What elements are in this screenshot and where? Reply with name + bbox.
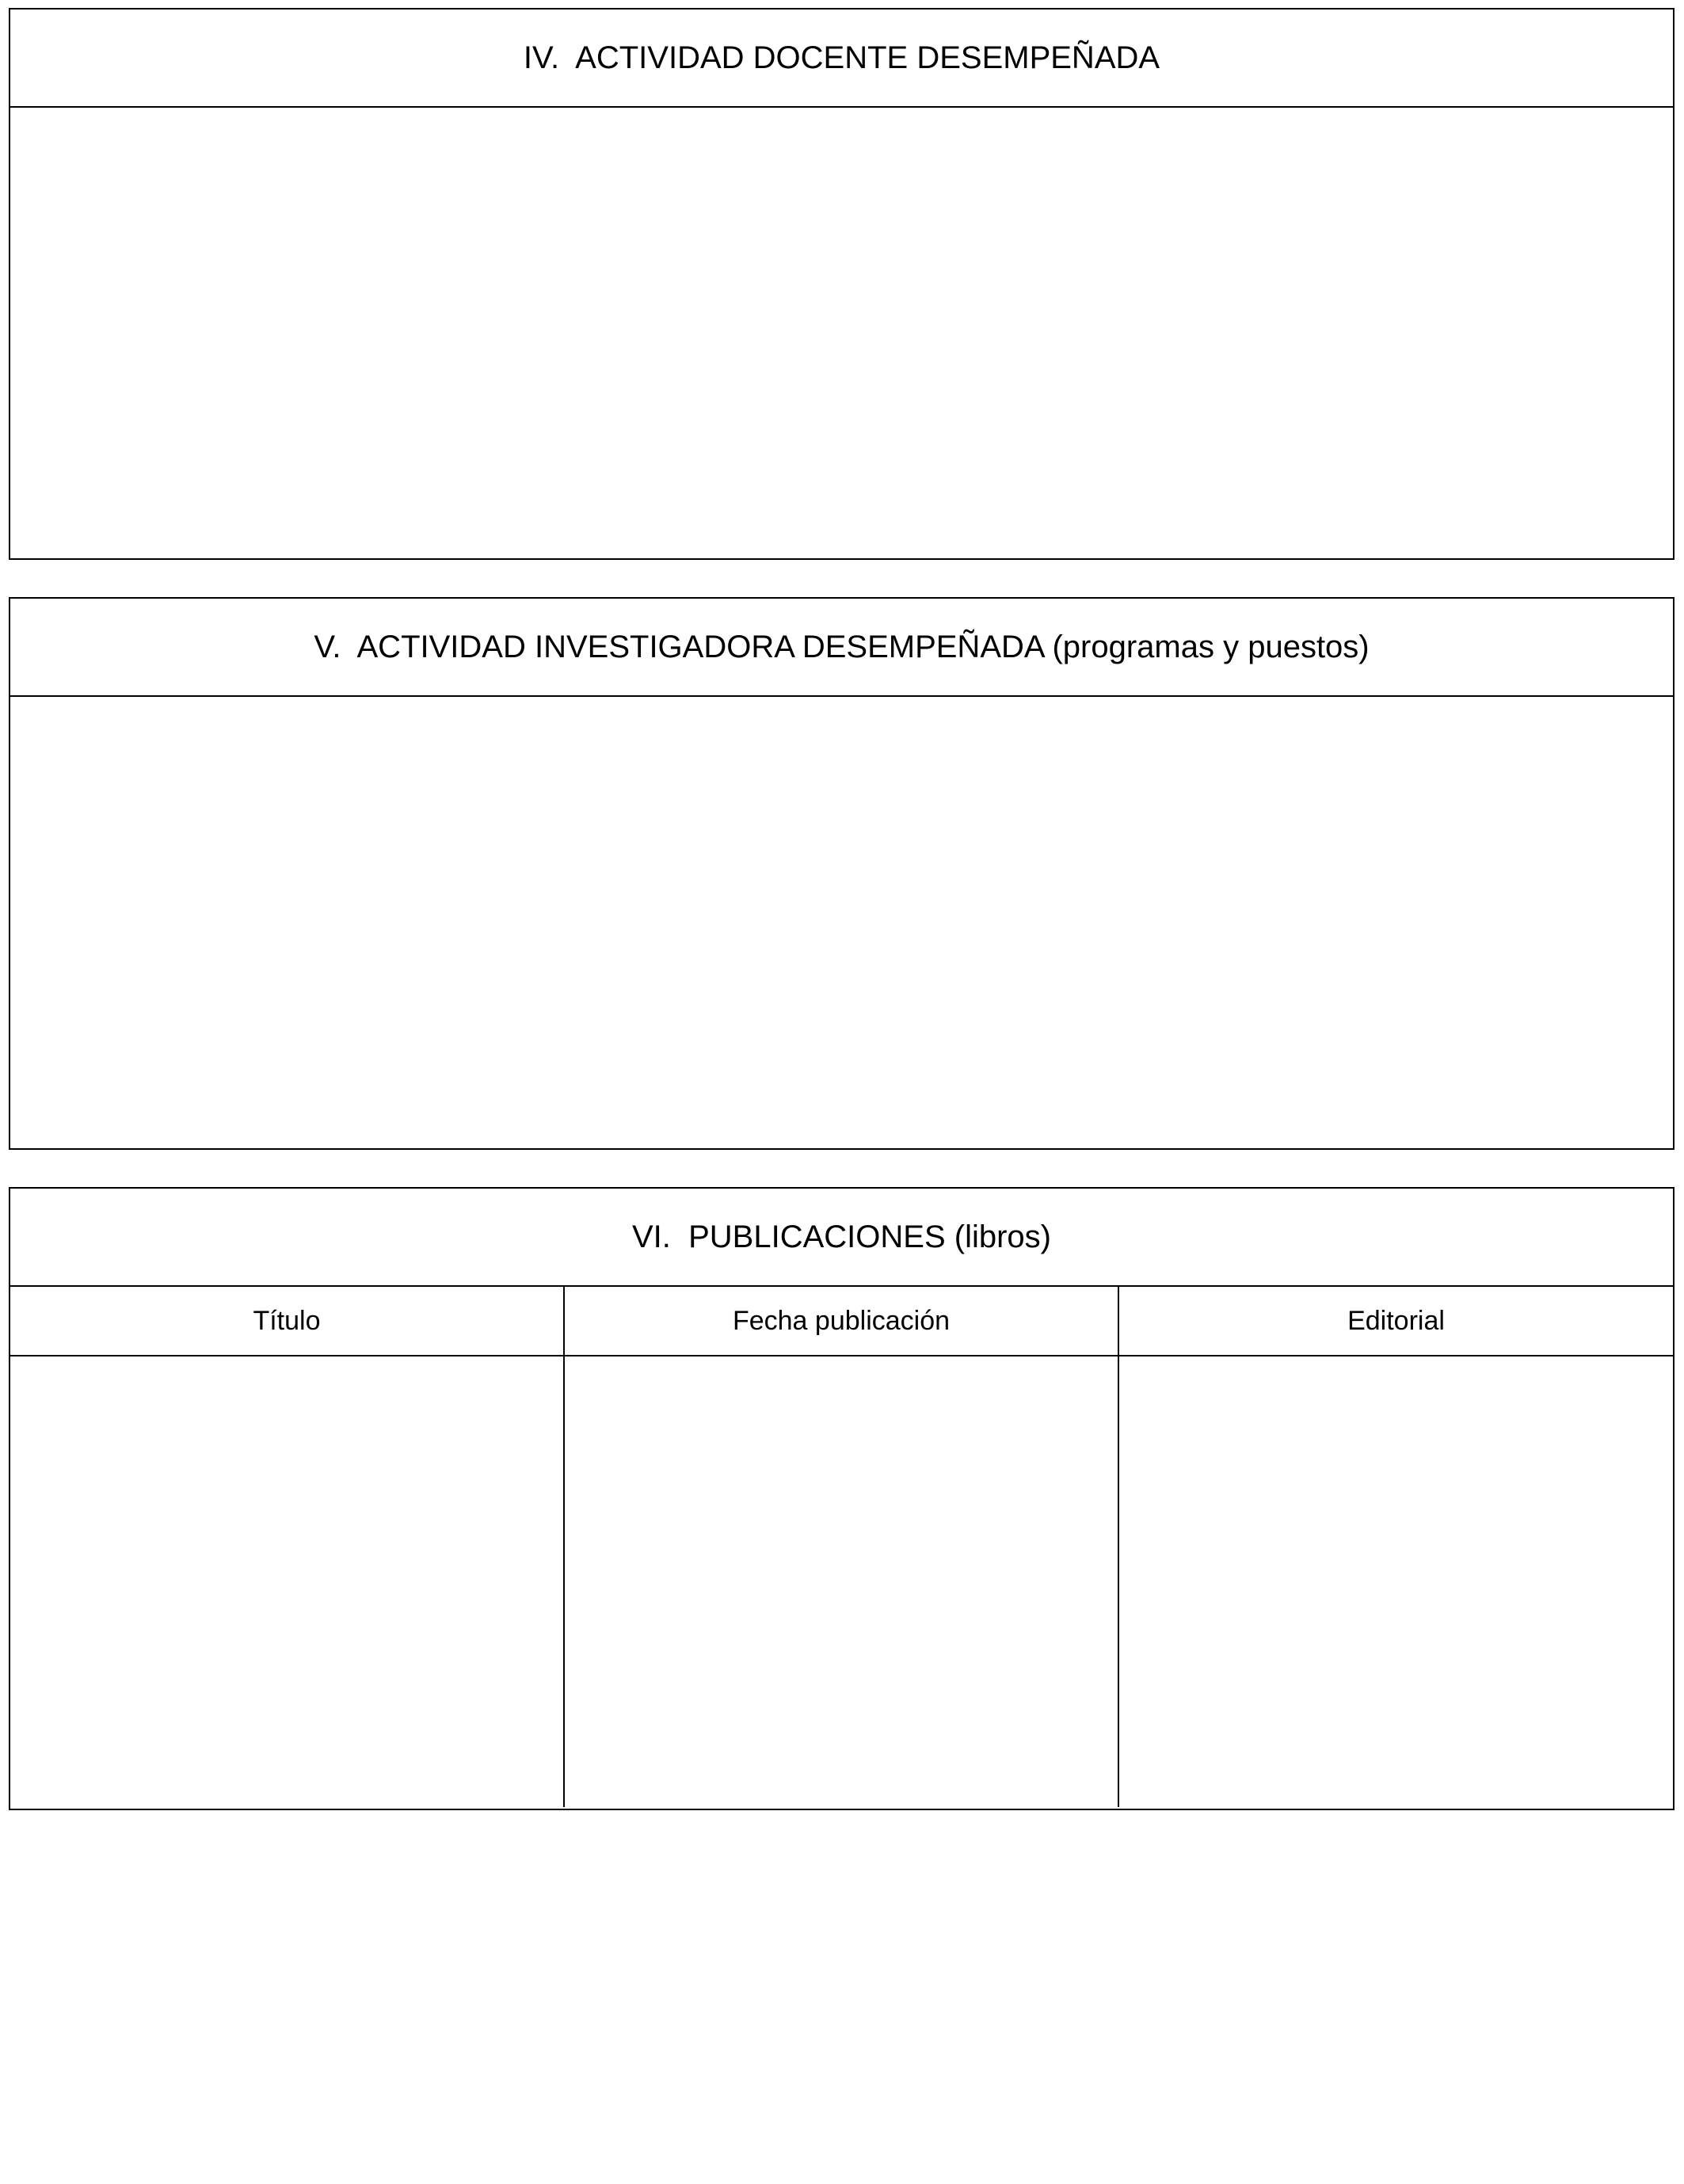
investigadora-input-area[interactable] <box>10 697 1673 1148</box>
titulo-input-cell[interactable] <box>10 1356 565 1807</box>
section-title-investigadora: V. ACTIVIDAD INVESTIGADORA DESEMPEÑADA (programas y puestos) <box>10 599 1673 697</box>
section-title-docente: IV. ACTIVIDAD DOCENTE DESEMPEÑADA <box>10 10 1673 108</box>
column-header-titulo: Título <box>10 1287 565 1356</box>
section-title-publicaciones: VI. PUBLICACIONES (libros) <box>10 1189 1673 1287</box>
column-header-editorial: Editorial <box>1119 1287 1673 1356</box>
section-actividad-docente <box>9 8 1674 560</box>
publicaciones-table <box>10 1287 1673 1807</box>
section-publicaciones <box>9 1187 1674 1810</box>
section-actividad-investigadora <box>9 597 1674 1150</box>
docente-input-area[interactable] <box>10 108 1673 558</box>
editorial-input-cell[interactable] <box>1119 1356 1673 1807</box>
column-header-fecha-publicacion: Fecha publicación <box>565 1287 1119 1356</box>
fecha-publicacion-input-cell[interactable] <box>565 1356 1119 1807</box>
